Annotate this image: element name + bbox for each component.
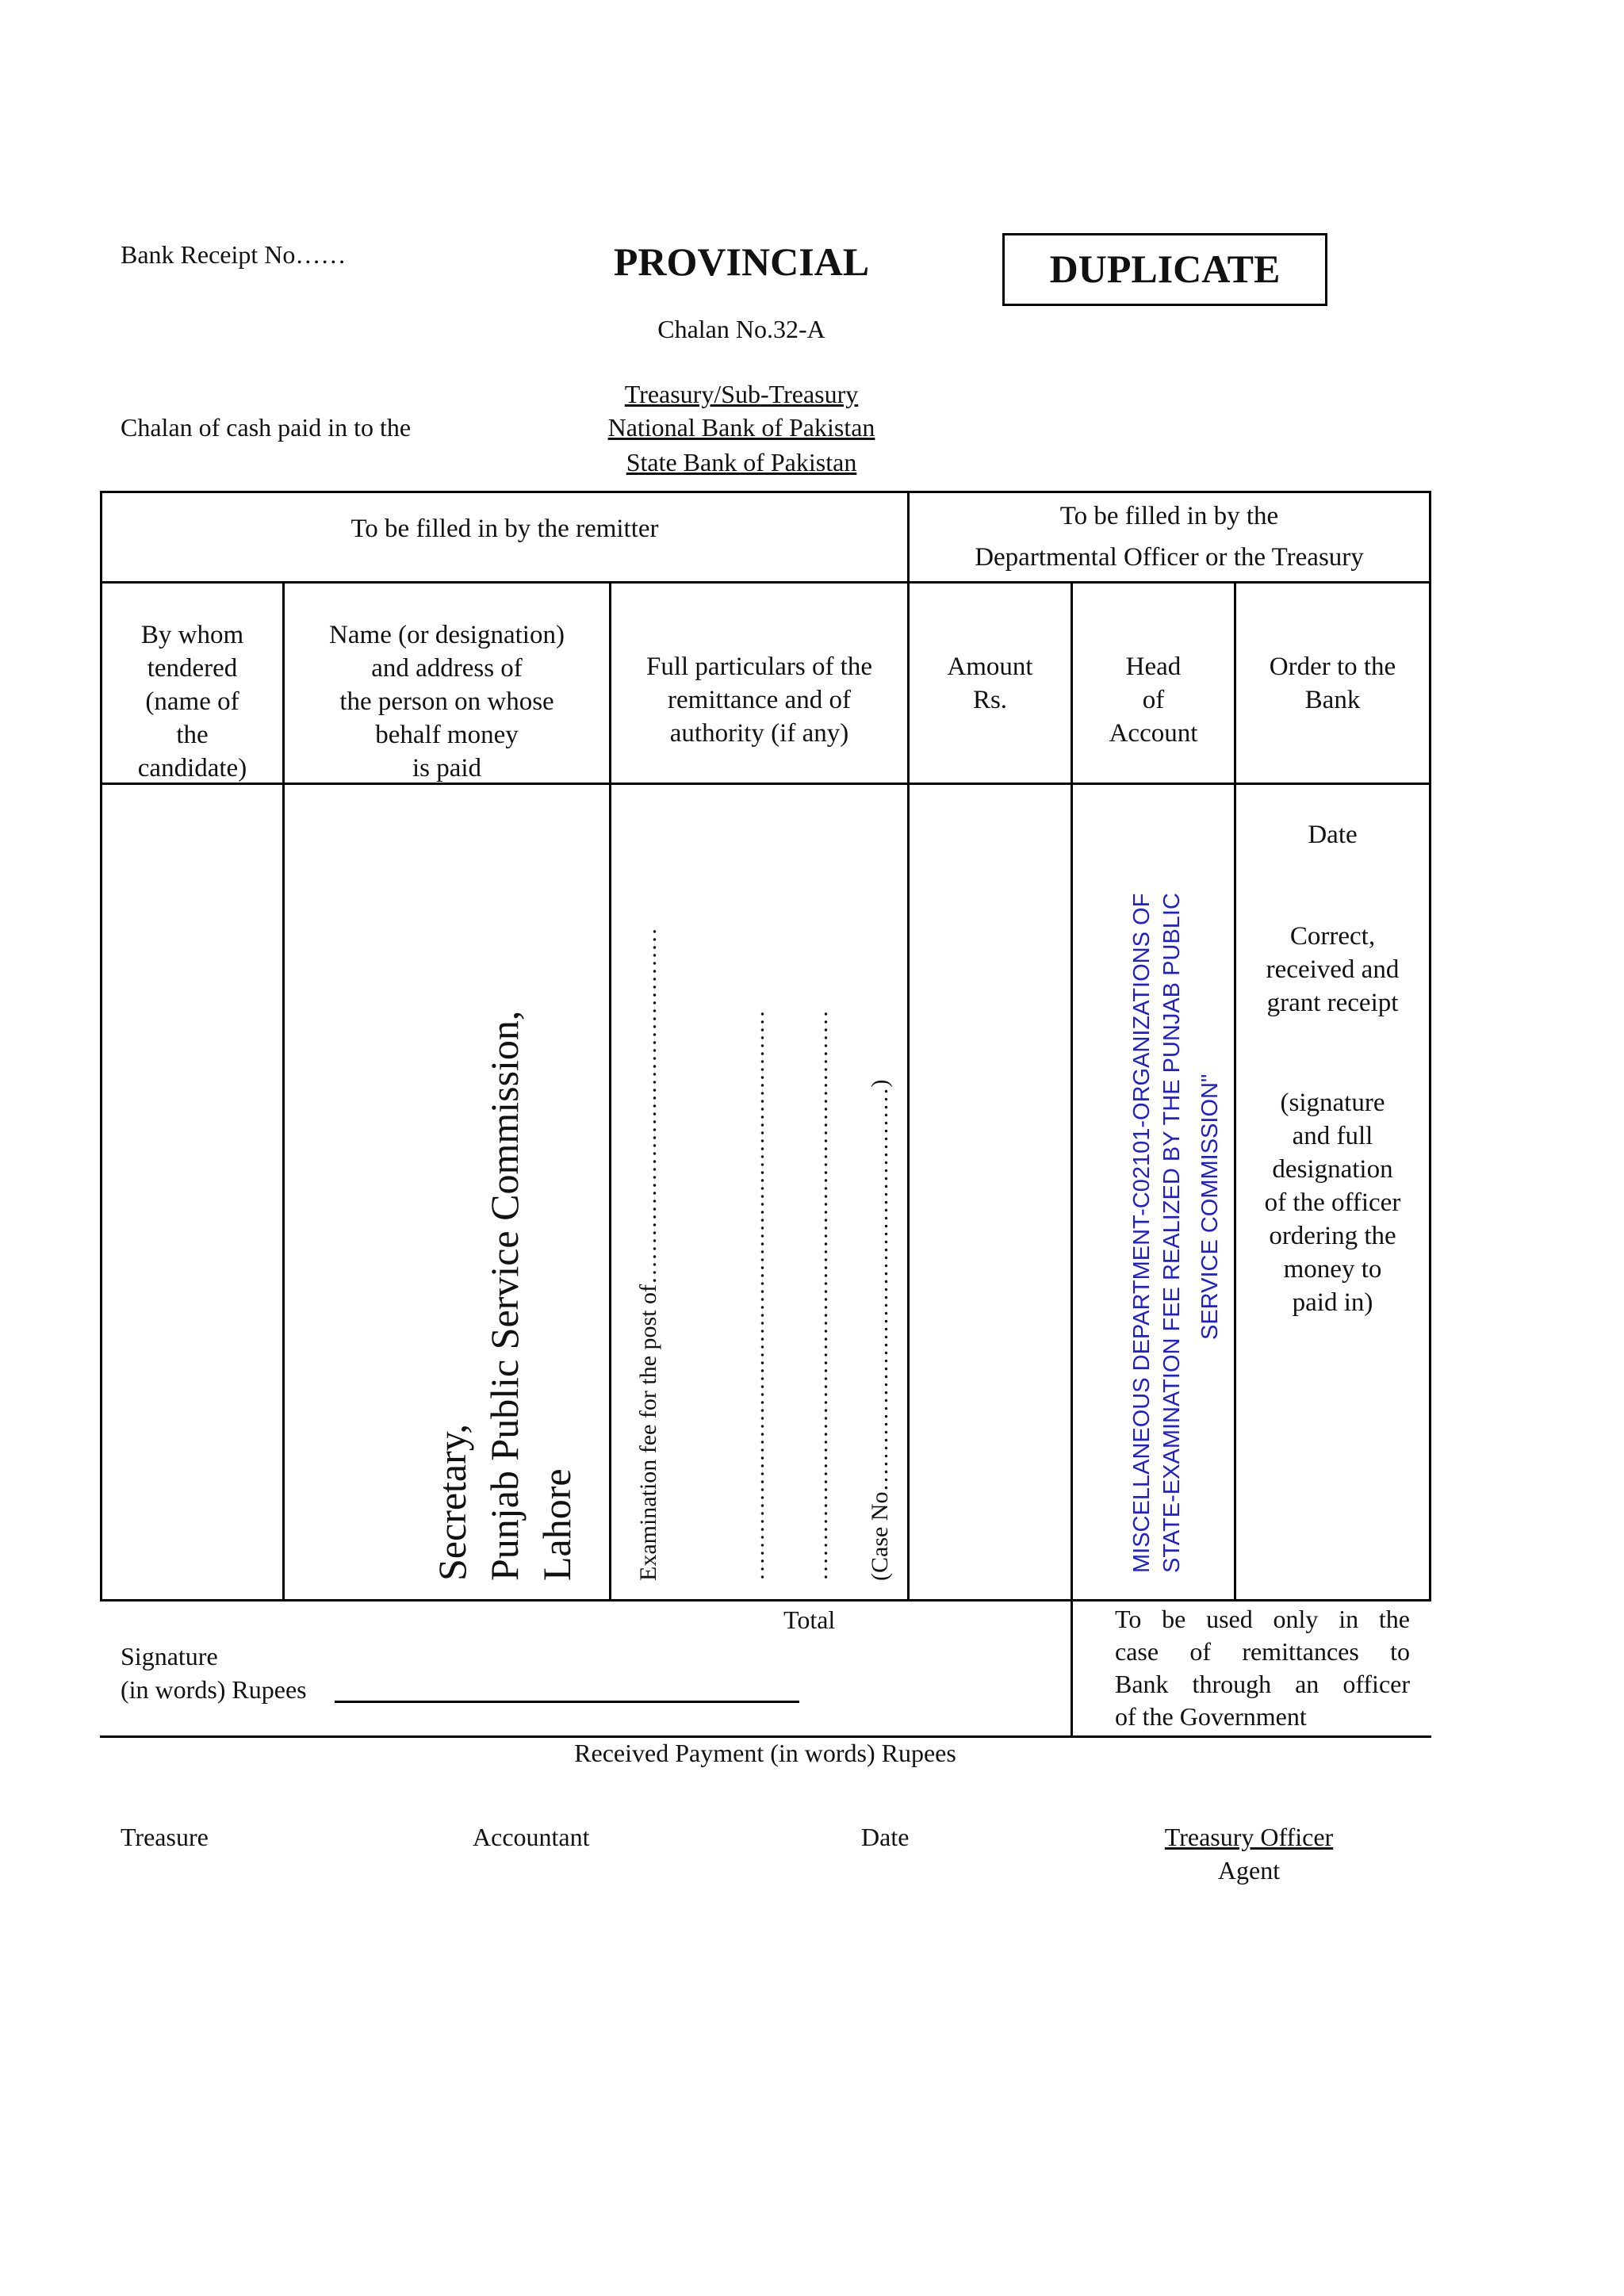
form-title: PROVINCIAL — [613, 239, 870, 284]
exam-fee-line: Examination fee for the post of……………………………………… — [635, 927, 661, 1581]
bank-receipt-no: Bank Receipt No…… — [121, 240, 347, 269]
order-date-label: Date — [1308, 821, 1358, 849]
bank-option-nbp: National Bank of Pakistan — [607, 413, 875, 442]
in-words-underline — [335, 1701, 799, 1703]
chalan-number: Chalan No.32-A — [657, 315, 825, 343]
table-top-border — [100, 491, 1431, 493]
in-words-label: (in words) Rupees — [121, 1675, 307, 1704]
received-payment-label: Received Payment (in words) Rupees — [574, 1739, 956, 1767]
bank-option-treasury: Treasury/Sub-Treasury — [624, 380, 859, 408]
particulars-dotted-line-1: ……………………………………………………………… — [743, 1010, 769, 1581]
column-header-amount: Amount Rs. — [947, 652, 1033, 714]
payee-secretary: Secretary, — [430, 1423, 474, 1581]
head-of-account-line-2: STATE-EXAMINATION FEE REALIZED BY THE PUNJAB PUBLIC — [1159, 893, 1185, 1573]
order-signature-text: (signature and full designation of the officer ordering the money to paid in) — [1264, 1089, 1401, 1317]
treasury-officer-label: Treasury Officer — [1164, 1823, 1334, 1851]
signature-label: Signature — [121, 1642, 218, 1670]
head-of-account-line-3: SERVICE COMMISSION" — [1197, 1073, 1223, 1340]
head-of-account-line-1: MISCELLANEOUS DEPARTMENT-C02101-ORGANIZATIONS OF — [1129, 893, 1155, 1573]
column-header-order: Order to the Bank — [1269, 652, 1396, 714]
officer-header: To be filled in by the Departmental Officer or the Treasury — [975, 502, 1364, 572]
date-label: Date — [861, 1823, 910, 1851]
table-right-border — [1429, 491, 1431, 1601]
column-header-payee: Name (or designation) and address of the person on whose behalf money is paid — [329, 621, 565, 783]
remitter-header: To be filled in by the remitter — [350, 515, 659, 543]
bank-option-sbp: State Bank of Pakistan — [626, 448, 857, 476]
column-header-particulars: Full particulars of the remittance and of authority (if any) — [645, 652, 872, 748]
duplicate-label: DUPLICATE — [1002, 233, 1327, 306]
column-header-head-of-account: Head of Account — [1109, 652, 1198, 748]
payee-city: Lahore — [534, 1468, 579, 1581]
total-label: Total — [783, 1605, 836, 1634]
order-correct-text: Correct, received and grant receipt — [1266, 922, 1400, 1017]
column-divider-4 — [1071, 581, 1073, 1738]
particulars-dotted-line-2: ……………………………………………………………… — [806, 1010, 833, 1581]
chalan-of-cash: Chalan of cash paid in to the — [121, 413, 412, 442]
payee-commission: Punjab Public Service Commission, — [482, 1010, 527, 1581]
agent-label: Agent — [1217, 1856, 1281, 1885]
treasure-label: Treasure — [121, 1823, 209, 1851]
table-header-divider — [100, 581, 1431, 584]
table-body-bottom-border — [100, 1599, 1431, 1601]
column-header-tendered-by: By whom tendered (name of the candidate) — [137, 621, 247, 783]
government-note: To be used only in the case of remittances to Bank through an officer of the Government — [1115, 1605, 1410, 1731]
accountant-label: Accountant — [473, 1823, 590, 1851]
case-number-line: (Case No……………………………………………) — [867, 1079, 893, 1581]
